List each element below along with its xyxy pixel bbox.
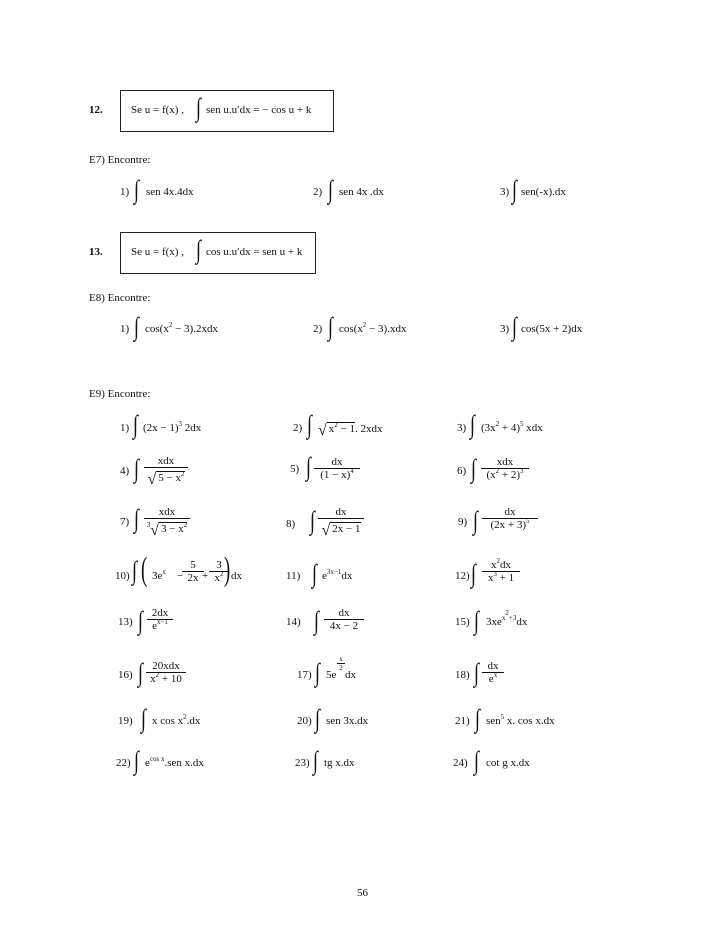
right-paren: ) (224, 551, 231, 588)
item-expression: sen$^5$ x. cos x.dx (486, 713, 555, 727)
integral-sign: ∫ (315, 704, 320, 733)
item-expression: √ $x^2 - 1$. 2xdx (318, 421, 383, 439)
item-expression: 5e (326, 669, 337, 681)
fraction (314, 456, 360, 481)
item-label: 14) (286, 616, 301, 628)
fraction (146, 660, 186, 685)
fraction (482, 559, 520, 584)
item-label: 4) (120, 465, 130, 477)
integral-sign: ∫ (134, 454, 139, 483)
numerator: xdx (496, 456, 514, 468)
item-expression: sen 4x.4dx (146, 186, 194, 198)
denominator: 4x − 2 (324, 619, 364, 632)
denominator: 2 (337, 663, 345, 672)
item-expression: $e^{cos x}.sen$ x.dx (145, 755, 204, 769)
item-label: 1) (120, 422, 130, 434)
integral-sign: ∫ (315, 658, 320, 687)
numerator: dx (487, 660, 499, 672)
integral-sign: ∫ (134, 312, 139, 341)
integral-sign: ∫ (310, 506, 315, 535)
dx: dx (231, 570, 242, 582)
integral-sign: ∫ (134, 504, 139, 533)
integral-sign: ∫ (132, 556, 137, 585)
item-expression: $3xe^{x2+3}dx$ (486, 609, 528, 628)
denominator: $x^2$ (209, 571, 229, 584)
item-label: 18) (455, 669, 470, 681)
integral-sign: ∫ (312, 559, 317, 588)
item-expression: $\cos(x^2 - 3).xdx$ (339, 321, 407, 335)
item-expression: $\cos(x^2 - 3).2xdx$ (145, 321, 218, 335)
denominator: $x^2 + 10$ (146, 672, 186, 685)
integral-sign: ∫ (471, 454, 476, 483)
numerator: 5 (190, 559, 196, 571)
denominator: √ $5 - x^2$ (144, 467, 188, 486)
item-label: 10) (115, 570, 130, 582)
item-label: 15) (455, 616, 470, 628)
item-label: 19) (118, 715, 133, 727)
rule-13-formula: cos u.u′dx = sen u + k (206, 246, 303, 258)
numerator: 3 (216, 559, 222, 571)
item-label: 2) (313, 186, 323, 198)
item-expression: $(2x - 1)^3$ 2dx (143, 420, 202, 434)
minus-sign: − (177, 570, 184, 582)
item-expression: sen(-x).dx (521, 186, 566, 198)
item-expression: cot g x.dx (486, 757, 530, 769)
integral-sign: ∫ (307, 410, 312, 439)
numerator: xdx (158, 506, 176, 518)
dx: dx (345, 669, 356, 681)
denominator: $(1 - x)^4$ (314, 468, 360, 481)
denominator: $^3$√ $3 - x^2$ (144, 518, 190, 537)
denominator: 2x (182, 571, 204, 584)
numerator: dx (331, 456, 343, 468)
denominator: √ 2x − 1 (318, 518, 364, 537)
integral-sign: ∫ (134, 746, 139, 775)
integral-sign: ∫ (470, 410, 475, 439)
numerator: xdx (157, 455, 175, 467)
fraction (482, 660, 504, 685)
e7-heading: E7) Encontre: (89, 154, 151, 166)
item-label: 7) (120, 516, 130, 528)
numerator: x (339, 655, 343, 663)
numerator: $x^2dx$ (491, 557, 511, 571)
integral-sign: ∫ (328, 312, 333, 341)
numerator: 2dx (151, 607, 169, 619)
item-label: 11) (286, 570, 301, 582)
item-label: 13) (118, 616, 133, 628)
item-expression: cos(5x + 2)dx (521, 323, 583, 335)
denominator: $e^x$ (482, 672, 504, 685)
integral-sign: ∫ (471, 559, 476, 588)
fraction (482, 506, 538, 531)
integral-sign: ∫ (474, 658, 479, 687)
item-label: 6) (457, 465, 467, 477)
integral-sign: ∫ (314, 606, 319, 635)
item-label: 17) (297, 669, 312, 681)
integral-sign: ∫ (313, 746, 318, 775)
plus-sign: + (202, 570, 209, 582)
integral-sign: ∫ (196, 93, 201, 122)
integral-sign: ∫ (475, 704, 480, 733)
numerator: dx (338, 607, 350, 619)
item-label: 1) (120, 323, 130, 335)
exponent-fraction (337, 655, 345, 672)
left-paren: ( (141, 551, 148, 588)
rule-13-condition: Se u = f(x) , (131, 246, 184, 258)
fraction (481, 456, 529, 481)
integral-sign: ∫ (138, 606, 143, 635)
item-label: 9) (458, 516, 468, 528)
integral-sign: ∫ (306, 452, 311, 481)
denominator: $(2x + 3)^5$ (482, 518, 538, 531)
item-label: 2) (293, 422, 303, 434)
item-label: 3) (500, 323, 510, 335)
integral-sign: ∫ (512, 312, 517, 341)
integral-sign: ∫ (138, 658, 143, 687)
integral-sign: ∫ (141, 704, 146, 733)
denominator: $e^{x-1}$ (147, 619, 173, 632)
e8-heading: E8) Encontre: (89, 292, 151, 304)
item-label: 22) (116, 757, 131, 769)
numerator: 20xdx (152, 660, 180, 672)
e9-heading: E9) Encontre: (89, 388, 151, 400)
integral-sign: ∫ (512, 175, 517, 204)
fraction (147, 607, 173, 632)
fraction (144, 455, 188, 486)
numerator: dx (504, 506, 516, 518)
item-expression: x $\cos x^2.dx$ (152, 713, 201, 727)
item-label: 12) (455, 570, 470, 582)
fraction (182, 559, 204, 584)
item-label: 16) (118, 669, 133, 681)
item-label: 1) (120, 186, 130, 198)
item-expression: sen 3x.dx (326, 715, 369, 727)
item-label: 2) (313, 323, 323, 335)
integral-sign: ∫ (474, 746, 479, 775)
item-expression: sen 4x .dx (339, 186, 384, 198)
integral-sign: ∫ (134, 175, 139, 204)
denominator: $(x^2 + 2)^3$ (481, 468, 529, 481)
denominator: $x^3 + 1$ (482, 571, 520, 584)
item-label: 8) (286, 518, 296, 530)
rule-13-number: 13. (89, 246, 103, 258)
item-expression: tg x.dx (324, 757, 355, 769)
fraction (318, 506, 364, 537)
rule-12-number: 12. (89, 104, 103, 116)
integral-sign: ∫ (473, 506, 478, 535)
item-label: 3) (457, 422, 467, 434)
integral-sign: ∫ (328, 175, 333, 204)
integral-sign: ∫ (133, 410, 138, 439)
integral-sign: ∫ (474, 606, 479, 635)
integral-sign: ∫ (196, 235, 201, 264)
rule-12-formula: sen u.u′dx = − cos u + k (206, 104, 312, 116)
item-label: 21) (455, 715, 470, 727)
page-number: 56 (357, 887, 368, 899)
item-expression: $e^{3x-1}dx$ (322, 568, 353, 582)
item-label: 3) (500, 186, 510, 198)
fraction (324, 607, 364, 632)
fraction (144, 506, 190, 537)
item-label: 24) (453, 757, 468, 769)
item-label: 20) (297, 715, 312, 727)
item-label: 23) (295, 757, 310, 769)
item-expression: $(3x^2 + 4)^5$ xdx (481, 420, 543, 434)
term-3ex: $3e^x$ (152, 568, 166, 582)
item-label: 5) (290, 463, 300, 475)
numerator: dx (335, 506, 347, 518)
rule-12-condition: Se u = f(x) , (131, 104, 184, 116)
